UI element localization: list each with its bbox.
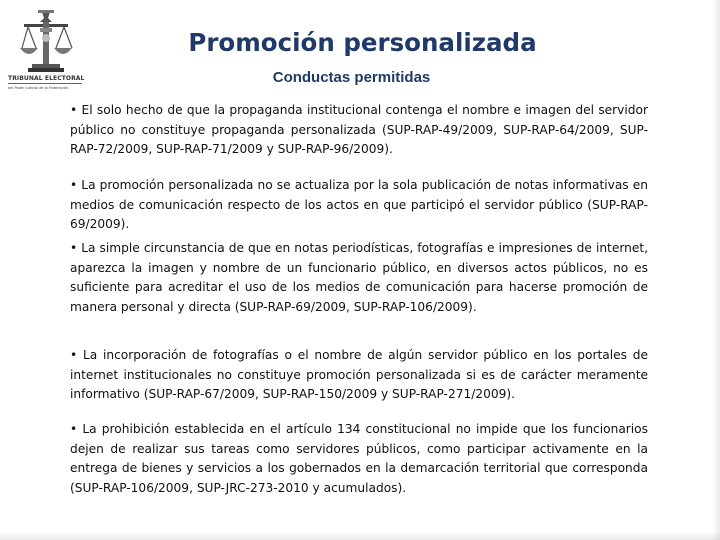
slide-shadow-right — [712, 0, 720, 540]
slide-shadow-bottom — [0, 532, 720, 540]
slide-subtitle: Conductas permitidas — [272, 69, 431, 86]
bullet-paragraph: • La simple circunstancia de que en notas periodísticas, fotografías e impresiones de internet, aparezca la imagen y nombre de un funcionario público, en diversos actos públicos, no es suficiente para acreditar el uso de los medios de comunicación para hacerse promoción de manera personal y directa (SUP-RAP-69/2009, SUP-RAP-106/2009). — [70, 241, 648, 314]
bullet-paragraph: • El solo hecho de que la propaganda institucional contenga el nombre e imagen del servidor público no constituye propaganda personalizada (SUP-RAP-49/2009, SUP-RAP-64/2009, SUP-RAP-72/2009, SUP-RAP-71/2009 y SUP-RAP-96/2009). — [70, 103, 648, 157]
slide-title: Promoción personalizada — [188, 28, 537, 57]
logo-name: TRIBUNAL ELECTORAL — [8, 75, 85, 82]
logo-subtext: del Poder Judicial de la Federación — [8, 86, 68, 90]
bullet-paragraph: • La prohibición establecida en el artículo 134 constitucional no impide que los funcionarios dejen de realizar sus tareas como servidores públicos, como participar activamente en la entrega de bienes y servicios a los gobernados en la demarcación territorial que corresponda (SUP-RAP-106/2009, SUP-JRC-273-2010 y acumulados). — [70, 422, 648, 495]
bullet-paragraph: • La promoción personalizada no se actualiza por la sola publicación de notas informativas en medios de comunicación respecto de los actos en que participó el servidor público (SUP-RAP-69/2009). — [70, 178, 648, 232]
bullet-paragraph: • La incorporación de fotografías o el nombre de algún servidor público en los portales de internet institucionales no constituye promoción personalizada si es de carácter meramente informativo (SUP-RAP-67/2009, SUP-RAP-150/2009 y SUP-RAP-271/2009). — [70, 348, 648, 402]
